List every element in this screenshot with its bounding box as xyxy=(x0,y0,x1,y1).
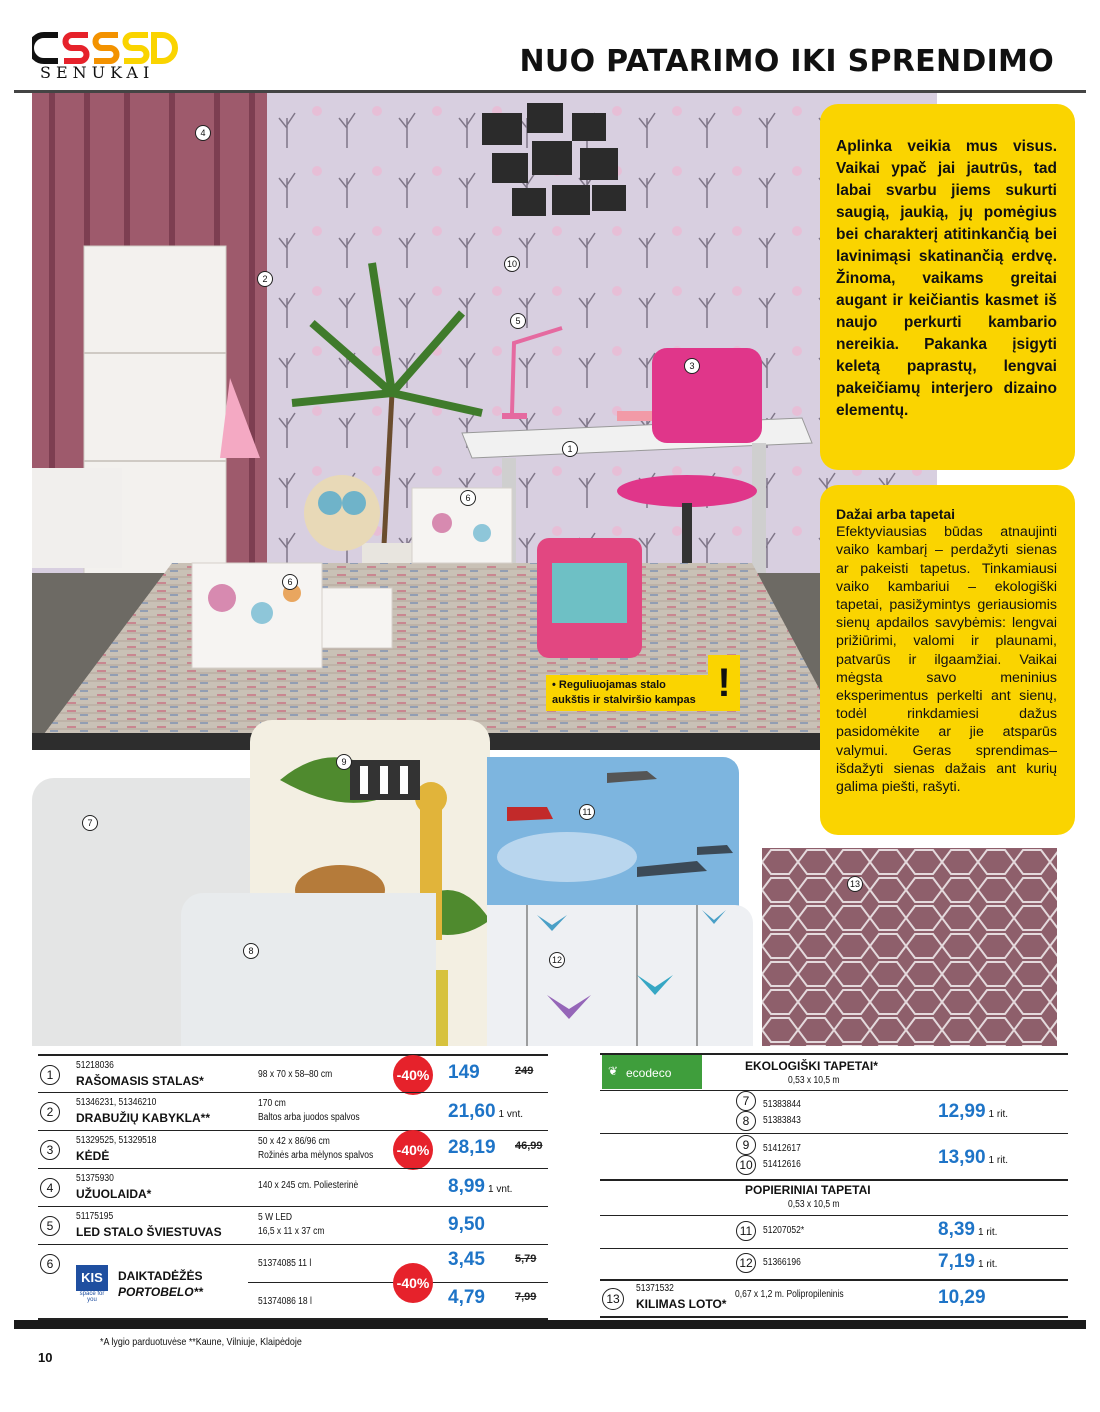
item-name: KILIMAS LOTO* xyxy=(636,1297,727,1311)
price-value: 8,99 xyxy=(448,1176,485,1197)
wallpaper-swatch-11 xyxy=(487,757,739,907)
item-number: 1 xyxy=(40,1065,60,1085)
eco-wallpaper-title: EKOLOGIŠKI TAPETAI* xyxy=(745,1059,878,1073)
price-unit: 1 vnt. xyxy=(487,1184,513,1195)
price-value: 149 xyxy=(448,1062,480,1083)
discount-badge: -40% xyxy=(393,1130,433,1170)
item-price xyxy=(448,1214,485,1236)
table-rule xyxy=(600,1090,1068,1091)
item-spec: 5 W LED xyxy=(258,1212,293,1223)
product-row-1[interactable] xyxy=(38,1054,548,1092)
marker-7: 7 xyxy=(82,815,98,831)
kis-logo-text: KIS xyxy=(76,1265,108,1291)
marker-3: 3 xyxy=(684,358,700,374)
wallpaper-swatch-12 xyxy=(487,905,753,1046)
item-price xyxy=(938,1219,997,1241)
marker-12: 12 xyxy=(549,952,565,968)
item-number: 10 xyxy=(736,1155,756,1175)
item-code: 51329525, 51329518 xyxy=(76,1135,157,1146)
item-number: 8 xyxy=(736,1111,756,1131)
discount-badge: -40% xyxy=(393,1055,433,1095)
marker-5: 5 xyxy=(510,313,526,329)
variant-price-2: 4,79 xyxy=(448,1287,485,1308)
paper-wallpaper-title: POPIERINIAI TAPETAI xyxy=(745,1183,871,1197)
price-unit: 1 vnt. xyxy=(498,1109,524,1120)
marker-6a: 6 xyxy=(460,490,476,506)
price-unit: 1 rit. xyxy=(988,1155,1008,1166)
logo-wordmark: SENUKAI xyxy=(40,63,155,82)
price-unit: 1 rit. xyxy=(988,1109,1008,1120)
price-value: 7,19 xyxy=(938,1251,975,1272)
marker-1: 1 xyxy=(562,441,578,457)
item-name-line1: DAIKTADĖŽĖS xyxy=(118,1269,203,1283)
table-rule xyxy=(600,1179,1068,1181)
item-code: 51383843 xyxy=(763,1115,801,1126)
item-code: 51346231, 51346210 xyxy=(76,1097,157,1108)
item-number: 9 xyxy=(736,1135,756,1155)
old-price: 46,99 xyxy=(515,1140,543,1152)
item-spec: 50 x 42 x 86/96 cm xyxy=(258,1136,330,1147)
ecodeco-logo-text: ecodeco xyxy=(626,1066,672,1080)
marker-13: 13 xyxy=(847,876,863,892)
kis-logo xyxy=(76,1265,108,1305)
price-unit: 1 rit. xyxy=(977,1227,998,1238)
item-price xyxy=(448,1101,523,1123)
item-code: 51412616 xyxy=(763,1159,801,1170)
desk-feature-note: • Reguliuojamas stalo aukštis ir stalviršio kampas xyxy=(546,675,708,711)
item-price xyxy=(938,1147,1008,1169)
product-table-left xyxy=(38,1054,548,1320)
item-code: 51207052* xyxy=(763,1225,805,1236)
item-code: 51412617 xyxy=(763,1143,801,1154)
price-value: 13,90 xyxy=(938,1147,986,1168)
item-name: RAŠOMASIS STALAS* xyxy=(76,1074,204,1088)
item-name: KĖDĖ xyxy=(76,1149,110,1163)
table-rule xyxy=(600,1215,1068,1216)
item-price xyxy=(448,1062,480,1084)
item-number: 6 xyxy=(40,1254,60,1274)
exclamation-icon: ! xyxy=(708,655,740,711)
paint-or-wallpaper-box xyxy=(820,485,1075,835)
marker-4: 4 xyxy=(195,125,211,141)
item-number: 5 xyxy=(40,1216,60,1236)
price-value: 8,39 xyxy=(938,1219,975,1240)
intro-text-box xyxy=(820,104,1075,470)
item-code: 51371532 xyxy=(636,1283,674,1294)
paper-wallpaper-size: 0,53 x 10,5 m xyxy=(788,1199,840,1210)
item-spec: 140 x 245 cm. Poliesterinė xyxy=(258,1180,359,1191)
marker-8: 8 xyxy=(243,943,259,959)
item-code: 51383844 xyxy=(763,1099,801,1110)
wallpaper-price-table xyxy=(600,1053,1068,1318)
table-rule xyxy=(600,1279,1068,1281)
item-code: 51375930 xyxy=(76,1173,114,1184)
marker-9: 9 xyxy=(336,754,352,770)
paint-box-title: Dažai arba tapetai xyxy=(836,506,956,522)
item-spec-2: Baltos arba juodos spalvos xyxy=(258,1112,360,1123)
item-name-line2: PORTOBELO** xyxy=(118,1285,203,1299)
ecodeco-logo xyxy=(602,1055,702,1089)
marker-10: 10 xyxy=(504,256,520,272)
rug-swatch-13 xyxy=(762,848,1057,1046)
item-code: 51366196 xyxy=(763,1257,801,1268)
variant-price-1: 3,45 xyxy=(448,1249,485,1270)
product-row-2[interactable] xyxy=(38,1092,548,1130)
item-price xyxy=(938,1101,1008,1123)
page-headline: NUO PATARIMO IKI SPRENDIMO xyxy=(519,44,1054,79)
price-unit: 1 rit. xyxy=(977,1259,998,1270)
intro-text: Aplinka veikia mus visus. Vaikai ypač jai jautrūs, tad labai svarbu jiems sukurti saugią, jaukią, jų pomėgius bei charakterį atitinkančią bei lavinimąsi skatinančią erdvę. Žinoma, vaikams greitai augant ir keičiantis kasmet iš naujo perkurti kambario nereikia. Pakanka įsigyti keletą paprastų, lengvai pakeičiamų interjero dizaino elementų. xyxy=(836,138,1057,419)
footer-bar xyxy=(14,1320,1086,1329)
price-value: 9,50 xyxy=(448,1214,485,1235)
item-price xyxy=(938,1251,997,1273)
price-value: 12,99 xyxy=(938,1101,986,1122)
product-row-4[interactable] xyxy=(38,1168,548,1206)
item-spec-2: Rožinės arba mėlynos spalvos xyxy=(258,1150,374,1161)
item-price xyxy=(448,1137,496,1159)
marker-11: 11 xyxy=(579,804,595,820)
item-spec: 0,67 x 1,2 m. Polipropileninis xyxy=(735,1289,844,1300)
price-value: 21,60 xyxy=(448,1101,496,1122)
variant-code-1: 51374085 11 l xyxy=(258,1258,312,1269)
page-number: 10 xyxy=(38,1350,53,1365)
item-number: 3 xyxy=(40,1140,60,1160)
price-value: 28,19 xyxy=(448,1137,496,1158)
product-row-3[interactable] xyxy=(38,1130,548,1168)
item-number: 11 xyxy=(736,1221,756,1241)
variant-code-2: 51374086 18 l xyxy=(258,1296,312,1307)
item-number: 4 xyxy=(40,1178,60,1198)
item-name: DRABUŽIŲ KABYKLA** xyxy=(76,1111,210,1125)
item-spec-2: 16,5 x 11 x 37 cm xyxy=(258,1226,325,1237)
table-rule xyxy=(600,1133,1068,1134)
variant-old-price-2: 7,99 xyxy=(515,1291,537,1303)
marker-2: 2 xyxy=(257,271,273,287)
table-rule xyxy=(600,1248,1068,1249)
wallpaper-swatch-8 xyxy=(181,893,436,1046)
variant-old-price-1: 5,79 xyxy=(515,1253,537,1265)
footnote: *A lygio parduotuvėse **Kaune, Vilniuje, Klaipėdoje xyxy=(100,1336,302,1348)
paint-box-body: Efektyviausias būdas atnaujinti vaiko kambarį – perdažyti sienas ar pakeisti tapetus. Tinkamiausi vaiko kambariui – ekologiški tapetai, pasižymintys geriausiomis sienų apdailos savybėmis: lengvai prižiūrimi, valomi ir plaunami, patvarūs ir ilgaamžiai. Vaikai mėgsta savo meninius eksperimentus perkelti ant sienų, todėl rinkdamiesi dažus pasidomėkite ar jie atsparūs valymui. Geras sprendimas– išdažyti sienas dažais ant kurių galima piešti, rašyti. xyxy=(836,524,1057,796)
item-number: 2 xyxy=(40,1102,60,1122)
item-spec: 98 x 70 x 58–80 cm xyxy=(258,1069,333,1080)
item-number: 13 xyxy=(602,1288,624,1310)
product-row-5[interactable] xyxy=(38,1206,548,1244)
item-number: 12 xyxy=(736,1253,756,1273)
item-price xyxy=(448,1176,512,1198)
table-rule xyxy=(600,1316,1068,1318)
discount-badge: -40% xyxy=(393,1263,433,1303)
kis-tagline: space for you xyxy=(79,1291,105,1303)
leaf-icon: ❦ xyxy=(608,1064,619,1078)
item-code: 51218036 xyxy=(76,1060,114,1071)
item-name: UŽUOLAIDA* xyxy=(76,1187,152,1201)
item-number: 7 xyxy=(736,1091,756,1111)
item-spec: 170 cm xyxy=(258,1098,286,1109)
kids-room-photo xyxy=(32,93,937,750)
item-price: 10,29 xyxy=(938,1287,986,1308)
product-row-6[interactable] xyxy=(38,1244,548,1320)
item-name: LED STALO ŠVIESTUVAS xyxy=(76,1225,222,1239)
old-price: 249 xyxy=(515,1065,534,1077)
item-code: 51175195 xyxy=(76,1211,114,1222)
eco-wallpaper-size: 0,53 x 10,5 m xyxy=(788,1075,840,1086)
marker-6b: 6 xyxy=(282,574,298,590)
